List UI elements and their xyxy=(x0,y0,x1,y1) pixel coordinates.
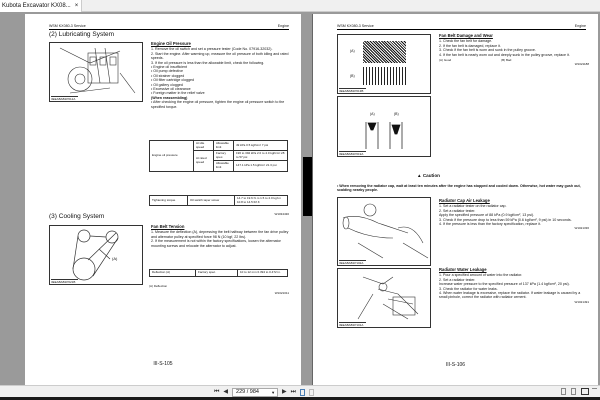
oil-pressure-text xyxy=(151,42,291,109)
caution-heading xyxy=(417,174,440,178)
cell: Tightening torque xyxy=(150,196,188,206)
step: 3. Check the radiator for water leaks. xyxy=(439,286,498,291)
caution-text: • When removing the radiator cap, wait at least ten minutes after the engine has stopped and cooled down. Otherwise, hot water may gush out, scalding nearby people. xyxy=(337,184,581,193)
cell: 14.7 to 19.6 N·m 1.5 to 2.0 kgf·m 10.8 to 14.5 lbf·ft xyxy=(235,196,288,206)
document-tab[interactable] xyxy=(0,0,82,12)
paste-icon[interactable] xyxy=(309,389,314,396)
section-heading: (2) Lubricating System xyxy=(49,31,115,38)
cell: Factory spec. xyxy=(214,151,234,161)
belt-bad-image xyxy=(363,67,406,85)
step: 2. Set a radiator tester. xyxy=(439,277,476,282)
bullet: • Oil strainer clogged xyxy=(151,73,185,78)
subheading: Fan Belt Damage and Wear xyxy=(439,33,493,38)
reference-code: W1021491 xyxy=(574,299,589,304)
last-page-button[interactable]: ⏭ xyxy=(290,389,297,395)
page-header xyxy=(49,24,289,30)
bullet: • Foreign matter in the relief valve xyxy=(151,91,205,96)
cell: Engine oil pressure xyxy=(150,141,194,172)
warning-icon: ▲ xyxy=(417,173,422,178)
step: 2. If the measurement is not within the factory specifications, loosen the alternator mounting screws and relocate the alternator to adjust. xyxy=(151,239,281,248)
belt-diagram xyxy=(50,226,143,281)
cell: Oil switch taper screw xyxy=(188,196,235,206)
figure-label: (A) xyxy=(370,112,375,116)
two-page-view-icon[interactable] xyxy=(581,388,589,395)
step: 2. If the fan belt is damaged, replace it. xyxy=(439,43,501,48)
radiator-water-figure xyxy=(337,268,431,328)
single-page-view-icon[interactable] xyxy=(561,388,566,395)
step: 3. Check if the pressure drop to less than 59 kPa (0.6 kgf/cm², 9 psi) in 10 seconds. xyxy=(439,217,572,222)
belt-wear-text xyxy=(439,34,589,67)
header-section: Engine xyxy=(277,24,289,28)
cell: 196 to 392 kPa 2.0 to 4.0 kgf/cm² 28 to 57 psi xyxy=(234,151,288,161)
engine-figure xyxy=(49,42,143,102)
subheading: Fan Belt Tension xyxy=(151,224,185,229)
figure-label: (B) xyxy=(394,112,399,116)
step: Increase water pressure to the specified pressure of 137 kPa (1.4 kgf/cm², 20 psi). xyxy=(439,282,570,287)
cell: At rated speed xyxy=(194,151,214,171)
step: 2. Set a radiator tester. xyxy=(439,208,476,213)
bullet: • Oil pump defective xyxy=(151,69,184,74)
header-title: WSM KX080-3 Service xyxy=(337,24,374,28)
torque-table xyxy=(149,195,288,206)
cell: 10 to 12 mm 0.394 to 0.472 in. xyxy=(238,270,288,277)
step: 1. Set a radiator tester on the radiator cap. xyxy=(439,204,507,209)
legend-good: (A) Good xyxy=(439,58,452,63)
bullet: • Excessive oil clearance xyxy=(151,87,191,92)
page-value: 229 / 984 xyxy=(236,388,259,395)
radiator-cap-figure xyxy=(337,197,431,266)
figure-code: 3EEABAB1P013B xyxy=(339,88,366,93)
figure-code: 3EEABAB1P021B xyxy=(51,279,78,284)
first-page-button[interactable]: ⏮ xyxy=(214,389,220,395)
cell: Factory spec. xyxy=(196,270,238,277)
cell: Allowable limit xyxy=(214,161,234,171)
cell: Allowable limit xyxy=(214,141,234,151)
cap-tester-illustration xyxy=(338,198,431,262)
groove-diagram xyxy=(338,97,431,152)
section-heading: (3) Cooling System xyxy=(49,213,105,220)
fan-belt-figure xyxy=(49,225,143,285)
subheading: Engine Oil Pressure xyxy=(151,41,191,46)
step: 1. Pour a specified amount of water into the radiator. xyxy=(439,273,523,278)
reference-code: W1021011 xyxy=(274,291,289,295)
tab-title: Kubota Excavator KX08... xyxy=(2,3,71,9)
figure-label: (A) xyxy=(112,256,118,261)
engine-illustration xyxy=(50,43,143,98)
subheading: Radiator Cap Air Leakage xyxy=(439,198,490,203)
deflection-table xyxy=(149,269,288,277)
caution-title: Caution xyxy=(422,173,440,178)
page-right xyxy=(312,14,598,385)
tab-bar xyxy=(0,0,600,12)
step: 4. If the pressure is less than the factory specification, replace it. xyxy=(439,222,542,227)
step: 1. Check the fan belt for damage. xyxy=(439,39,493,44)
reassembling-label: (When reassembling) xyxy=(151,95,188,100)
figure-code: 3EEABAB1P102A xyxy=(339,260,366,265)
cell: Deflection (A) xyxy=(150,270,196,277)
copy-icon[interactable] xyxy=(300,389,305,396)
step: 4. If the fan belt is nearly worn out and deeply sunk in the pulley groove, replace it. xyxy=(439,52,570,57)
step: 2. Start the engine. After warming up, measure the oil pressure of both idling and rated speeds. xyxy=(151,51,289,61)
page-number: III-S-106 xyxy=(445,362,466,368)
reference-code: W1021188 xyxy=(574,62,589,67)
cell: 49 kPa 0.5 kgf/cm² 7 psi xyxy=(234,141,288,151)
bullet: • Oil filter cartridge clogged xyxy=(151,78,195,83)
reference-code: W1021336 xyxy=(574,226,589,231)
header-section: Engine xyxy=(574,24,586,28)
cell: 147.1 kPa 1.5 kgf/cm² 21.3 psi xyxy=(234,161,288,171)
header-title: WSM KX080-3 Service xyxy=(49,24,86,28)
oil-pressure-table xyxy=(149,140,288,172)
continuous-view-icon[interactable] xyxy=(571,388,576,395)
bullet: • Engine oil insufficient xyxy=(151,65,187,70)
step: 3. If the oil pressure is less than the allowable limit, check the following. xyxy=(151,60,265,65)
belt-groove-figure xyxy=(337,96,431,157)
legend: (A) Deflection xyxy=(149,284,168,288)
next-page-button[interactable]: ▶ xyxy=(282,389,287,395)
page-header xyxy=(337,24,586,30)
step: 1. Remove the oil switch and set a pressure tester (Code No. 07916-32032). xyxy=(151,47,273,52)
figure-code: 3EEABAB1P012A xyxy=(51,96,78,101)
page-navigation xyxy=(214,387,314,397)
step: 1. Measure the deflection (A), depressing the belt halfway between the fan drive pulley and alternator pulley at specified force 98 N (10 kgf, 22 lbs). xyxy=(151,230,289,239)
step: 4. When water leakage is excessive, replace the radiator. If water leakage is caused by a small pinhole, correct the radiator with radiator cement. xyxy=(439,291,581,300)
bullet: • After checking the engine oil pressure, tighten the engine oil pressure switch to the specified torque. xyxy=(151,100,285,109)
page-number-input[interactable] xyxy=(232,388,278,397)
belt-wear-figure xyxy=(337,34,431,94)
cell: At idle speed xyxy=(194,141,214,151)
step: 3. Check if the fan belt is worn and sunk in the pulley groove. xyxy=(439,48,536,53)
figure-code: 3EEABAB1P019A xyxy=(339,151,366,156)
figure-code: 3EEABAB1P101A xyxy=(339,322,366,327)
radiator-illustration xyxy=(338,269,431,324)
chevron-down-icon[interactable]: ▼ xyxy=(271,389,276,395)
reference-code: W1034430 xyxy=(274,212,289,216)
two-page-continuous-icon[interactable] xyxy=(592,388,597,395)
page-left xyxy=(25,14,301,385)
cap-leakage-text xyxy=(439,199,589,231)
legend-bad: (B) Bad xyxy=(501,58,512,63)
figure-label: (B) xyxy=(350,74,355,78)
step: Apply the specified pressure of 88 kPa (0.9 kgf/cm², 13 psi). xyxy=(439,213,535,218)
close-icon[interactable]: × xyxy=(74,3,79,9)
page-number: III-S-105 xyxy=(153,361,173,367)
fan-belt-text xyxy=(151,225,291,248)
water-leakage-text xyxy=(439,268,589,304)
subheading: Radiator Water Leakage xyxy=(439,267,487,272)
belt-good-image xyxy=(363,41,406,63)
bullet: • Oil gallery clogged xyxy=(151,82,183,87)
figure-label: (A) xyxy=(350,49,355,53)
previous-page-button[interactable]: ◀ xyxy=(223,389,229,395)
bottom-toolbar xyxy=(0,385,600,397)
